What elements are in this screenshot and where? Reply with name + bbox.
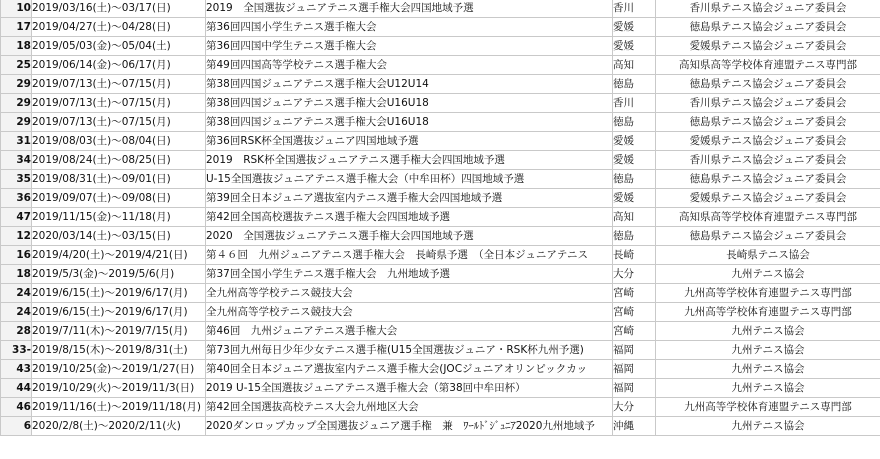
- date-cell[interactable]: 2019/08/31(土)～09/01(日): [32, 170, 206, 189]
- prefecture-cell[interactable]: 高知: [613, 56, 656, 75]
- table-row[interactable]: [1, 113, 880, 132]
- prefecture-cell[interactable]: 愛媛: [613, 151, 656, 170]
- date-cell[interactable]: 2019/07/13(土)～07/15(月): [32, 75, 206, 94]
- date-cell[interactable]: 2019/5/3(金)～2019/5/6(月): [32, 265, 206, 284]
- date-cell[interactable]: 2019/4/20(土)～2019/4/21(日): [32, 246, 206, 265]
- table-row[interactable]: [1, 303, 880, 322]
- event-name-cell[interactable]: 2020 全国選抜ジュニアテニス選手権大会四国地域予選: [206, 227, 613, 246]
- table-row[interactable]: [1, 227, 880, 246]
- event-name-cell[interactable]: 第40回全日本ジュニア選抜室内テニス選手権大会(JOCジュニアオリンピックカッ: [206, 360, 613, 379]
- table-row[interactable]: [1, 341, 880, 360]
- prefecture-cell[interactable]: 愛媛: [613, 132, 656, 151]
- date-cell[interactable]: 2020/2/8(土)～2020/2/11(火): [32, 417, 206, 436]
- event-name-cell[interactable]: 第37回全国小学生テニス選手権大会 九州地域予選: [206, 265, 613, 284]
- event-name-cell[interactable]: 全九州高等学校テニス競技大会: [206, 303, 613, 322]
- prefecture-cell[interactable]: 愛媛: [613, 37, 656, 56]
- week-cell[interactable]: 24: [1, 284, 32, 303]
- prefecture-cell[interactable]: 愛媛: [613, 189, 656, 208]
- table-row[interactable]: [1, 398, 880, 417]
- organizer-cell[interactable]: 徳島県テニス協会ジュニア委員会: [656, 170, 880, 189]
- date-cell[interactable]: 2019/07/13(土)～07/15(月): [32, 94, 206, 113]
- event-name-cell[interactable]: 第73回九州毎日少年少女テニス選手権(U15全国選抜ジュニア・RSK杯九州予選): [206, 341, 613, 360]
- date-cell[interactable]: 2020/03/14(土)～03/15(日): [32, 227, 206, 246]
- week-cell[interactable]: 44: [1, 379, 32, 398]
- date-cell[interactable]: 2019/7/11(木)～2019/7/15(月): [32, 322, 206, 341]
- date-cell[interactable]: 2019/6/15(土)～2019/6/17(月): [32, 284, 206, 303]
- event-name-cell[interactable]: 全九州高等学校テニス競技大会: [206, 284, 613, 303]
- organizer-cell[interactable]: 九州高等学校体育連盟テニス専門部: [656, 398, 880, 417]
- table-row[interactable]: [1, 189, 880, 208]
- prefecture-cell[interactable]: 大分: [613, 398, 656, 417]
- prefecture-cell[interactable]: 愛媛: [613, 18, 656, 37]
- prefecture-cell[interactable]: 宮崎: [613, 303, 656, 322]
- date-cell[interactable]: 2019/03/16(土)～03/17(日): [32, 0, 206, 18]
- table-row[interactable]: [1, 151, 880, 170]
- event-name-cell[interactable]: 第38回四国ジュニアテニス選手権大会U16U18: [206, 113, 613, 132]
- date-cell[interactable]: 2019/08/24(土)～08/25(日): [32, 151, 206, 170]
- event-name-cell[interactable]: 第36回四国小学生テニス選手権大会: [206, 18, 613, 37]
- table-row[interactable]: [1, 417, 880, 436]
- prefecture-cell[interactable]: 香川: [613, 94, 656, 113]
- organizer-cell[interactable]: 愛媛県テニス協会ジュニア委員会: [656, 132, 880, 151]
- event-name-cell[interactable]: 第42回全国選抜高校テニス大会九州地区大会: [206, 398, 613, 417]
- prefecture-cell[interactable]: 福岡: [613, 379, 656, 398]
- organizer-cell[interactable]: 香川県テニス協会ジュニア委員会: [656, 0, 880, 18]
- table-row[interactable]: [1, 170, 880, 189]
- prefecture-cell[interactable]: 長崎: [613, 246, 656, 265]
- week-cell[interactable]: 31: [1, 132, 32, 151]
- week-cell[interactable]: 43: [1, 360, 32, 379]
- date-cell[interactable]: 2019/04/27(土)～04/28(日): [32, 18, 206, 37]
- date-cell[interactable]: 2019/07/13(土)～07/15(月): [32, 113, 206, 132]
- week-cell[interactable]: 34: [1, 151, 32, 170]
- prefecture-cell[interactable]: 宮崎: [613, 284, 656, 303]
- table-body: [1, 0, 880, 436]
- table-row[interactable]: [1, 322, 880, 341]
- week-cell[interactable]: 10: [1, 0, 32, 18]
- event-name-cell[interactable]: 第49回四国高等学校テニス選手権大会: [206, 56, 613, 75]
- prefecture-cell[interactable]: 福岡: [613, 360, 656, 379]
- event-name-cell[interactable]: 第46回 九州ジュニアテニス選手権大会: [206, 322, 613, 341]
- prefecture-cell[interactable]: 大分: [613, 265, 656, 284]
- prefecture-cell[interactable]: 徳島: [613, 75, 656, 94]
- date-cell[interactable]: 2019/06/14(金)～06/17(月): [32, 56, 206, 75]
- table-row[interactable]: [1, 0, 880, 18]
- organizer-cell[interactable]: 愛媛県テニス協会ジュニア委員会: [656, 37, 880, 56]
- organizer-cell[interactable]: 徳島県テニス協会ジュニア委員会: [656, 113, 880, 132]
- organizer-cell[interactable]: 九州テニス協会: [656, 360, 880, 379]
- week-cell[interactable]: 29: [1, 113, 32, 132]
- table-row[interactable]: [1, 132, 880, 151]
- week-cell[interactable]: 36: [1, 189, 32, 208]
- week-cell[interactable]: 46: [1, 398, 32, 417]
- date-cell[interactable]: 2019/10/25(金)～2019/1/27(日): [32, 360, 206, 379]
- organizer-cell[interactable]: 九州テニス協会: [656, 417, 880, 436]
- table-row[interactable]: [1, 37, 880, 56]
- week-cell[interactable]: 12: [1, 227, 32, 246]
- prefecture-cell[interactable]: 高知: [613, 208, 656, 227]
- date-cell[interactable]: 2019/10/29(火)～2019/11/3(日): [32, 379, 206, 398]
- event-name-cell[interactable]: 2019 全国選抜ジュニアテニス選手権大会四国地域予選: [206, 0, 613, 18]
- table-row[interactable]: [1, 56, 880, 75]
- date-cell[interactable]: 2019/08/03(土)～08/04(日): [32, 132, 206, 151]
- week-cell[interactable]: 35: [1, 170, 32, 189]
- date-cell[interactable]: 2019/8/15(木)～2019/8/31(土): [32, 341, 206, 360]
- event-name-cell[interactable]: 2019 RSK杯全国選抜ジュニアテニス選手権大会四国地域予選: [206, 151, 613, 170]
- date-cell[interactable]: 2019/6/15(土)～2019/6/17(月): [32, 303, 206, 322]
- table-row[interactable]: [1, 265, 880, 284]
- organizer-cell[interactable]: 愛媛県テニス協会ジュニア委員会: [656, 189, 880, 208]
- organizer-cell[interactable]: 徳島県テニス協会ジュニア委員会: [656, 75, 880, 94]
- week-cell[interactable]: 16: [1, 246, 32, 265]
- table-row[interactable]: [1, 379, 880, 398]
- organizer-cell[interactable]: 九州高等学校体育連盟テニス専門部: [656, 303, 880, 322]
- organizer-cell[interactable]: 高知県高等学校体育連盟テニス専門部: [656, 208, 880, 227]
- date-cell[interactable]: 2019/05/03(金)～05/04(土): [32, 37, 206, 56]
- event-name-cell[interactable]: 第36回四国中学生テニス選手権大会: [206, 37, 613, 56]
- table-row[interactable]: [1, 208, 880, 227]
- organizer-cell[interactable]: 九州テニス協会: [656, 265, 880, 284]
- organizer-cell[interactable]: 九州テニス協会: [656, 379, 880, 398]
- table-row[interactable]: [1, 94, 880, 113]
- event-name-cell[interactable]: 第39回全日本ジュニア選抜室内テニス選手権大会四国地域予選: [206, 189, 613, 208]
- table-row[interactable]: [1, 284, 880, 303]
- event-name-cell[interactable]: U-15全国選抜ジュニアテニス選手権大会（中牟田杯）四国地域予選: [206, 170, 613, 189]
- prefecture-cell[interactable]: 福岡: [613, 341, 656, 360]
- event-name-cell[interactable]: 第36回RSK杯全国選抜ジュニア四国地域予選: [206, 132, 613, 151]
- organizer-cell[interactable]: 香川県テニス協会ジュニア委員会: [656, 94, 880, 113]
- organizer-cell[interactable]: 高知県高等学校体育連盟テニス専門部: [656, 56, 880, 75]
- prefecture-cell[interactable]: 徳島: [613, 170, 656, 189]
- organizer-cell[interactable]: 九州テニス協会: [656, 322, 880, 341]
- week-cell[interactable]: 47: [1, 208, 32, 227]
- event-name-cell[interactable]: 第42回全国高校選抜テニス選手権大会四国地域予選: [206, 208, 613, 227]
- week-cell[interactable]: 24: [1, 303, 32, 322]
- week-cell[interactable]: 18: [1, 265, 32, 284]
- event-name-cell[interactable]: 第38回四国ジュニアテニス選手権大会U16U18: [206, 94, 613, 113]
- prefecture-cell[interactable]: 宮崎: [613, 322, 656, 341]
- prefecture-cell[interactable]: 徳島: [613, 113, 656, 132]
- prefecture-cell[interactable]: 香川: [613, 0, 656, 18]
- organizer-cell[interactable]: 九州高等学校体育連盟テニス専門部: [656, 284, 880, 303]
- organizer-cell[interactable]: 徳島県テニス協会ジュニア委員会: [656, 18, 880, 37]
- week-cell[interactable]: 25: [1, 56, 32, 75]
- organizer-cell[interactable]: 香川県テニス協会ジュニア委員会: [656, 151, 880, 170]
- event-name-cell[interactable]: 2020ダンロップカップ全国選抜ジュニア選手権 兼 ﾜｰﾙﾄﾞｼﾞｭﾆｱ2020九州地域予: [206, 417, 613, 436]
- event-name-cell[interactable]: 第38回四国ジュニアテニス選手権大会U12U14: [206, 75, 613, 94]
- event-name-cell[interactable]: 第４６回 九州ジュニアテニス選手権大会 長崎県予選 （全日本ジュニアテニス: [206, 246, 613, 265]
- prefecture-cell[interactable]: 徳島: [613, 227, 656, 246]
- week-cell[interactable]: 6: [1, 417, 32, 436]
- date-cell[interactable]: 2019/11/16(土)～2019/11/18(月): [32, 398, 206, 417]
- week-cell[interactable]: 28: [1, 322, 32, 341]
- table-row[interactable]: [1, 360, 880, 379]
- organizer-cell[interactable]: 九州テニス協会: [656, 341, 880, 360]
- organizer-cell[interactable]: 長崎県テニス協会: [656, 246, 880, 265]
- organizer-cell[interactable]: 徳島県テニス協会ジュニア委員会: [656, 227, 880, 246]
- week-cell[interactable]: 17: [1, 18, 32, 37]
- date-cell[interactable]: 2019/11/15(金)～11/18(月): [32, 208, 206, 227]
- table-row[interactable]: [1, 75, 880, 94]
- date-cell[interactable]: 2019/09/07(土)～09/08(日): [32, 189, 206, 208]
- week-cell[interactable]: 18: [1, 37, 32, 56]
- week-cell[interactable]: 33-: [1, 341, 32, 360]
- event-name-cell[interactable]: 2019 U-15全国選抜ジュニアテニス選手権大会（第38回中牟田杯）: [206, 379, 613, 398]
- table-row[interactable]: [1, 18, 880, 37]
- week-cell[interactable]: 29: [1, 75, 32, 94]
- table-row[interactable]: [1, 246, 880, 265]
- prefecture-cell[interactable]: 沖縄: [613, 417, 656, 436]
- week-cell[interactable]: 29: [1, 94, 32, 113]
